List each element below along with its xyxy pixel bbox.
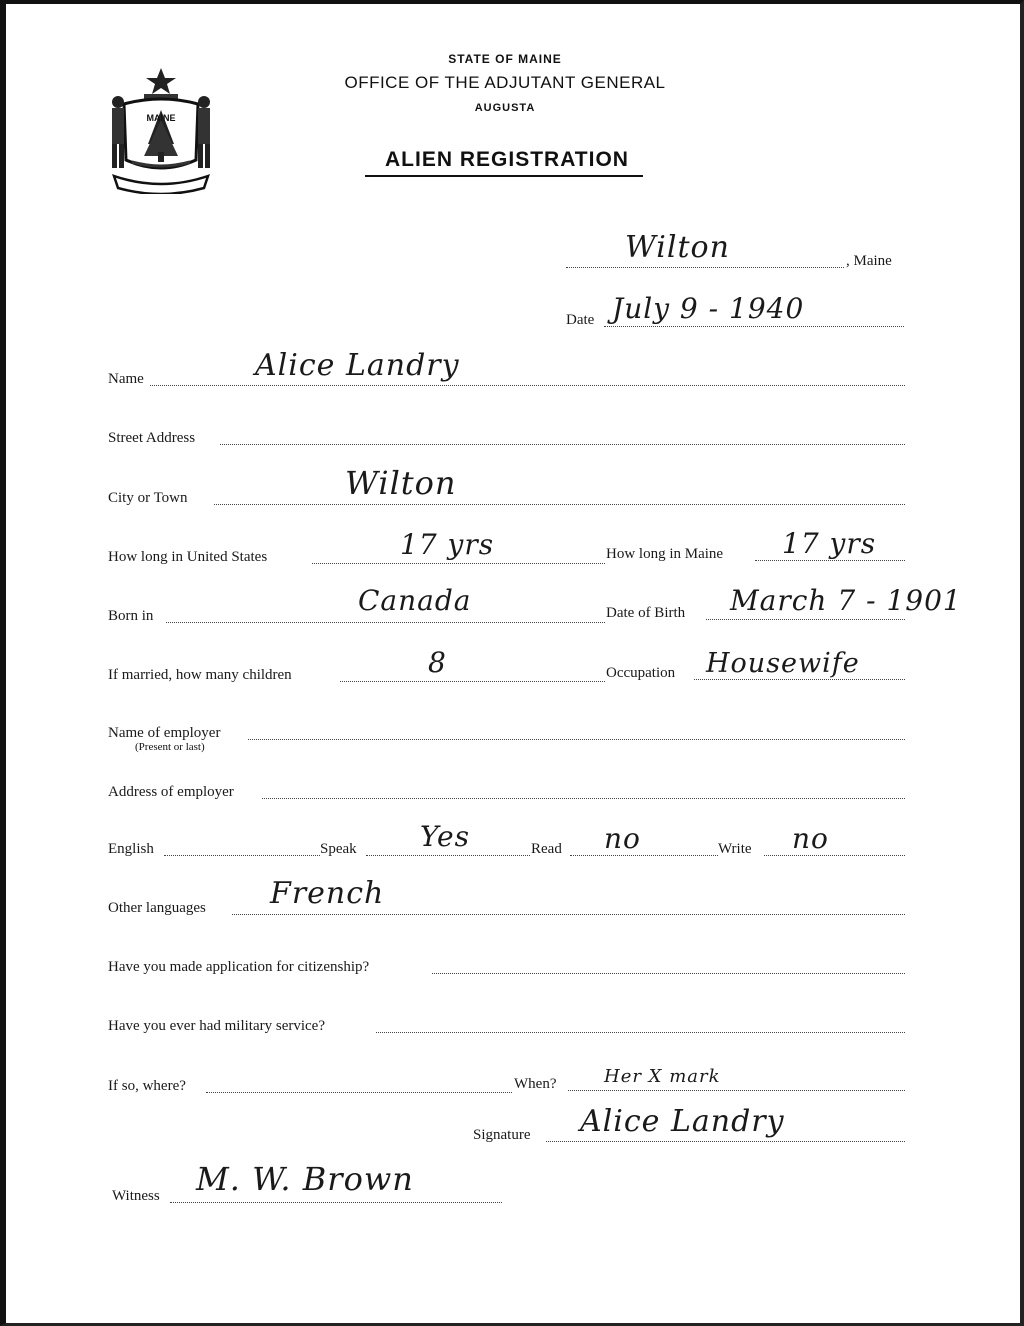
read-value: no: [604, 822, 641, 855]
other-languages-value: French: [270, 876, 385, 911]
dob-line: [706, 619, 905, 620]
date-line: [604, 326, 904, 327]
other-languages-line: [232, 914, 905, 915]
where-label: If so, where?: [108, 1078, 186, 1094]
citizenship-line: [432, 973, 905, 974]
mark-note: Her X mark: [604, 1066, 721, 1087]
date-label: Date: [566, 312, 595, 328]
citizenship-label: Have you made application for citizenship?: [108, 959, 370, 975]
dob-value: March 7 - 1901: [730, 584, 962, 617]
page-title: ALIEN REGISTRATION: [385, 148, 629, 171]
when-line: [568, 1090, 905, 1091]
us-duration-value: 17 yrs: [400, 528, 495, 561]
us-duration-line: [312, 563, 605, 564]
read-label: Read: [531, 841, 562, 857]
write-value: no: [792, 822, 829, 855]
children-line: [340, 681, 605, 682]
employer-line: [248, 739, 905, 740]
place-value: Wilton: [625, 230, 730, 265]
maine-duration-line: [755, 560, 905, 561]
street-label: Street Address: [108, 430, 196, 446]
us-duration-label: How long in United States: [108, 549, 268, 565]
children-label: If married, how many children: [108, 667, 292, 683]
employer-sublabel: (Present or last): [135, 741, 205, 753]
state-seal-icon: [104, 64, 218, 194]
dob-label: Date of Birth: [606, 605, 686, 621]
where-line: [206, 1092, 512, 1093]
witness-value: M. W. Brown: [196, 1160, 414, 1198]
name-label: Name: [108, 371, 144, 387]
write-label: Write: [718, 841, 752, 857]
born-label: Born in: [108, 608, 154, 624]
witness-label: Witness: [112, 1188, 160, 1204]
english-line: [164, 855, 320, 856]
signature-label: Signature: [473, 1127, 531, 1143]
speak-value: Yes: [420, 820, 470, 853]
occupation-line: [694, 679, 905, 680]
children-value: 8: [428, 646, 447, 679]
military-line: [376, 1032, 905, 1033]
employer-address-label: Address of employer: [108, 784, 234, 800]
name-value: Alice Landry: [255, 348, 460, 383]
english-label: English: [108, 841, 154, 857]
maine-duration-value: 17 yrs: [782, 527, 877, 560]
born-value: Canada: [358, 584, 472, 617]
other-languages-label: Other languages: [108, 900, 206, 916]
title-underline: [365, 175, 643, 177]
witness-line: [170, 1202, 502, 1203]
name-line: [150, 385, 905, 386]
header-office: OFFICE OF THE ADJUTANT GENERAL: [344, 73, 666, 92]
employer-address-line: [262, 798, 905, 799]
speak-label: Speak: [320, 841, 357, 857]
city-line: [214, 504, 905, 505]
place-line: [566, 267, 844, 268]
place-suffix: , Maine: [846, 253, 892, 269]
signature-line: [546, 1141, 905, 1142]
read-line: [570, 855, 718, 856]
write-line: [764, 855, 905, 856]
speak-line: [366, 855, 530, 856]
header-state: STATE OF MAINE: [448, 52, 562, 66]
city-label: City or Town: [108, 490, 188, 506]
street-line: [220, 444, 905, 445]
maine-duration-label: How long in Maine: [606, 546, 724, 562]
city-value: Wilton: [345, 464, 457, 502]
when-label: When?: [514, 1076, 557, 1092]
born-line: [166, 622, 605, 623]
occupation-label: Occupation: [606, 665, 676, 681]
header-city: AUGUSTA: [474, 102, 536, 114]
military-label: Have you ever had military service?: [108, 1018, 325, 1034]
seal-banner-text: MAINE: [146, 113, 176, 123]
date-value: July 9 - 1940: [612, 292, 805, 325]
occupation-value: Housewife: [706, 648, 860, 679]
employer-label: Name of employer: [108, 725, 221, 741]
signature-value: Alice Landry: [580, 1104, 785, 1139]
